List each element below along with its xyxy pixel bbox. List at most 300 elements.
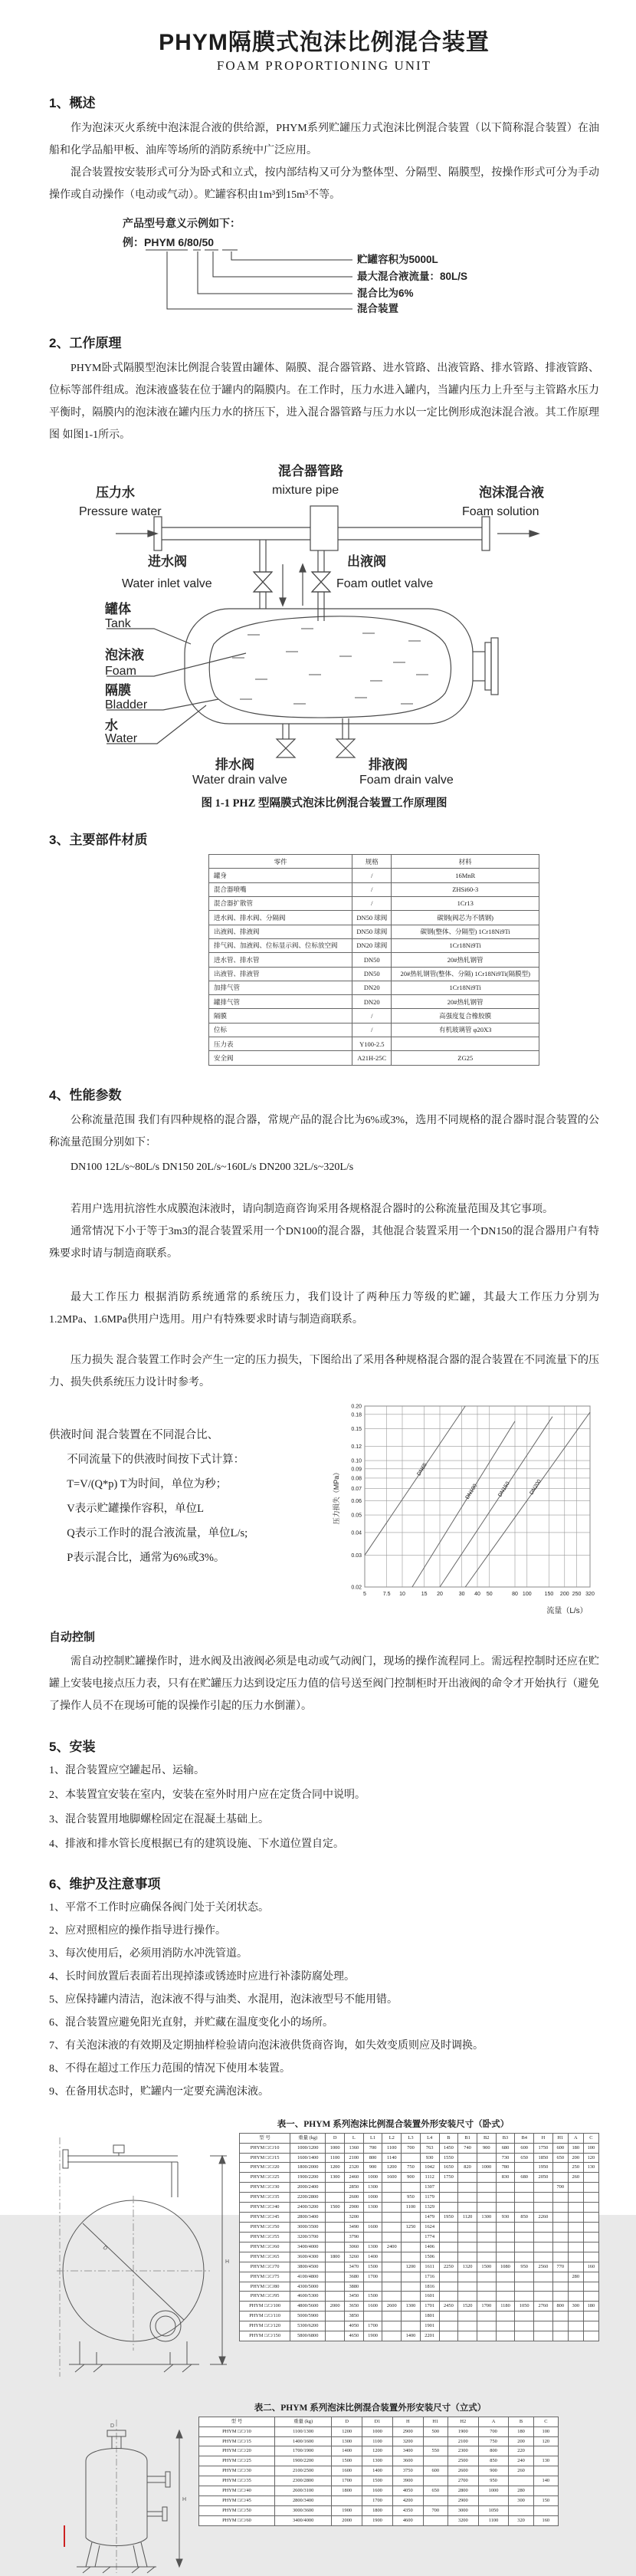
model-intro-text: 产品型号意义示例如下： [123, 217, 241, 229]
table-row [209, 1051, 539, 1065]
table-cell: / [352, 1009, 392, 1023]
chart-x-axis-label: 流量（L/s） [546, 1606, 588, 1615]
table-cell: 1300 [363, 2242, 382, 2252]
table-cell: 1400 [332, 2446, 362, 2456]
table-cell: 1179 [420, 2193, 439, 2203]
table-cell [515, 2232, 534, 2242]
table-cell [439, 2252, 458, 2262]
table-cell: PHYM □/□/45 [240, 2213, 290, 2223]
table-cell: PHYM □/□/110 [240, 2312, 290, 2321]
table-cell: 隔膜 [209, 1009, 352, 1023]
table-cell [552, 2173, 568, 2183]
label-foam-outlet-valve-cn: 出液阀 [347, 554, 386, 569]
table-cell [478, 2496, 509, 2506]
table-cell [458, 2232, 477, 2242]
table-cell [552, 2252, 568, 2262]
table-row [199, 2515, 559, 2525]
table-cell: 730 [496, 2153, 515, 2163]
table-cell: 1406 [420, 2242, 439, 2252]
table-cell: 1200 [362, 2446, 393, 2456]
table-cell: 2200/2800 [290, 2193, 326, 2203]
list-item: 1、混合装置应空罐起吊、运输。 [49, 1764, 205, 1776]
y-tick-label: 0.10 [351, 1458, 362, 1464]
table-cell: 1200 [402, 2262, 421, 2272]
dim-letter-d2: D [110, 2423, 115, 2429]
table-cell [552, 2312, 568, 2321]
table-cell: 1650 [439, 2163, 458, 2173]
table-cell [326, 2183, 345, 2193]
table-cell [458, 2321, 477, 2331]
table-cell: 850 [478, 2456, 509, 2466]
table-row [209, 1037, 539, 1051]
table-header-cell: B [509, 2417, 533, 2426]
table-row [240, 2292, 599, 2302]
horizontal-unit-block [49, 2133, 599, 2386]
table-row [209, 896, 539, 910]
table-cell: 2450 [439, 2302, 458, 2312]
table-cell: 2300 [447, 2446, 478, 2456]
label-foam-drain-valve-en: Foam drain valve [359, 774, 454, 787]
table-cell [326, 2232, 345, 2242]
table-cell: 2100 [345, 2153, 364, 2163]
table-header-cell: 材料 [392, 855, 539, 869]
table-cell: 1300 [402, 2302, 421, 2312]
table-cell: 950 [402, 2193, 421, 2203]
table-cell [534, 2242, 553, 2252]
pressure-loss-paragraph: 压力损失 混合装置工作时会产生一定的压力损失，下图给出了采用各种规格混合器的混合装置在不同流量下的压力、损失供系统压力设计时参考。 [49, 1354, 599, 1388]
table-row [209, 1023, 539, 1037]
table-cell: 3850 [345, 2312, 364, 2321]
table-cell: 3060 [345, 2242, 364, 2252]
table-cell: 4800/5600 [290, 2302, 326, 2312]
table-cell: 1450 [439, 2143, 458, 2153]
table-cell [583, 2193, 598, 2203]
table-cell: 1100 [382, 2143, 402, 2153]
table-cell: 1100/1300 [274, 2426, 331, 2436]
list-item: 9、在备用状态时，贮罐内一定要充满泡沫液。 [49, 2085, 269, 2098]
table-cell: PHYM □/□/20 [199, 2446, 275, 2456]
table-cell: 1000 [326, 2143, 345, 2153]
table-cell: 1900 [447, 2426, 478, 2436]
label-mixture-pipe-cn: 混合器管路 [278, 464, 343, 478]
y-tick-label: 0.04 [351, 1530, 362, 1536]
table-cell [326, 2213, 345, 2223]
list-item: 4、长时间放置后表面若出现掉漆或锈迹时应进行补漆防腐处理。 [49, 1970, 355, 1983]
x-tick-label: 250 [572, 1591, 582, 1597]
table-cell [515, 2331, 534, 2341]
table-cell [402, 2153, 421, 2163]
label-foam-outlet-valve-en: Foam outlet valve [336, 577, 434, 590]
table-header-cell: H [534, 2133, 553, 2143]
x-tick-label: 200 [559, 1591, 569, 1597]
table-cell: 160 [533, 2515, 558, 2525]
table-cell: 1600 [332, 2466, 362, 2476]
table-cell: 碳钢(阀芯为不锈钢) [392, 911, 539, 925]
table-cell: 2500 [447, 2456, 478, 2466]
table-cell [515, 2163, 534, 2173]
table-cell [382, 2252, 402, 2262]
table-header-cell: 规格 [352, 855, 392, 869]
table-cell: 1307 [420, 2183, 439, 2193]
table-cell [382, 2193, 402, 2203]
table-header-cell: H2 [447, 2417, 478, 2426]
page-title: PHYM隔膜式泡沫比例混合装置 [159, 30, 490, 55]
table-cell: PHYM □/□/25 [240, 2173, 290, 2183]
table-cell [477, 2312, 496, 2321]
table-cell [363, 2213, 382, 2223]
table-cell: 1400/1600 [274, 2436, 331, 2446]
table-row [240, 2203, 599, 2213]
table-cell [515, 2203, 534, 2213]
x-tick-label: 80 [512, 1591, 518, 1597]
table-cell: 250 [568, 2163, 583, 2173]
table-row [240, 2302, 599, 2312]
table-row [199, 2456, 559, 2466]
y-tick-label: 0.18 [351, 1411, 362, 1418]
table-cell: DN50 [352, 953, 392, 967]
table-cell: 1042 [420, 2163, 439, 2173]
table-cell: 680 [515, 2173, 534, 2183]
table-cell: DN20 球阀 [352, 938, 392, 952]
table-cell [552, 2193, 568, 2203]
label-bladder-en: Bladder [105, 698, 148, 711]
table-cell [583, 2331, 598, 2341]
table-cell [515, 2193, 534, 2203]
table-cell: 罐排气管 [209, 995, 352, 1009]
table-cell [533, 2486, 558, 2496]
table-cell [382, 2213, 402, 2223]
label-foam-en: Foam [105, 665, 136, 678]
table-cell [552, 2163, 568, 2173]
list-item: T=V/(Q*p) T为时间，单位为秒； [67, 1477, 228, 1490]
table-cell: 140 [533, 2476, 558, 2486]
list-item: 8、不得在超过工作压力范围的情况下使用本装置。 [49, 2062, 290, 2075]
label-pressure-water-cn: 压力水 [96, 485, 135, 500]
table-cell [402, 2282, 421, 2292]
table-header-cell: C [583, 2133, 598, 2143]
table-cell [568, 2183, 583, 2193]
table-cell: / [352, 869, 392, 882]
table-cell [515, 2222, 534, 2232]
table-cell [477, 2242, 496, 2252]
table-cell: 800 [552, 2302, 568, 2312]
table-cell: 750 [402, 2163, 421, 2173]
table-cell: 2260 [534, 2213, 553, 2223]
table-cell: 100 [533, 2426, 558, 2436]
table-cell: PHYM □/□/25 [199, 2456, 275, 2466]
table-cell: 1700 [477, 2302, 496, 2312]
table-cell [477, 2193, 496, 2203]
table-cell [496, 2282, 515, 2292]
table-cell [363, 2232, 382, 2242]
table-cell: 650 [552, 2153, 568, 2163]
table-cell: 2000/2400 [290, 2183, 326, 2193]
x-tick-label: 50 [486, 1591, 493, 1597]
table-cell: 700 [363, 2143, 382, 2153]
y-tick-label: 0.05 [351, 1513, 362, 1519]
table-cell: 600 [515, 2143, 534, 2153]
table-cell: 1100 [478, 2515, 509, 2525]
table-cell: 2760 [534, 2302, 553, 2312]
list-item: 4、排液和排水管长度根据已有的建筑设施、下水道位置自定。 [49, 1838, 344, 1850]
auto-control-paragraph: 需自动控制贮罐操作时，进水阀及出液阀必须是电动或气动阀门，现场的操作流程同上。需远程控制时还应在贮罐上安装电接点压力表，只有在贮罐压力达到设定压力值的信号送至阀门控制柜时开出液阀的命令才开始执行（避免了操作人员不在现场可能的误操作引起的压力水倒灌）。 [49, 1655, 599, 1712]
series-line-DN150 [440, 1416, 552, 1586]
table-header-cell: B4 [515, 2133, 534, 2143]
list-item: 3、混合装置用地脚螺栓固定在混凝土基础上。 [49, 1813, 269, 1825]
table-cell: 3750 [392, 2466, 423, 2476]
table-cell: 950 [478, 2476, 509, 2486]
table-cell: / [352, 882, 392, 896]
table-row [209, 925, 539, 938]
table-cell: 3000/3600 [274, 2505, 331, 2515]
table-cell: 20#热轧钢管(整体、分隔) 1Cr18Ni9Ti(隔膜型) [392, 967, 539, 981]
table-header-cell: 型 号 [199, 2417, 275, 2426]
table-cell [496, 2222, 515, 2232]
table-cell: 2000 [332, 2515, 362, 2525]
model-label-device: 混合装置 [357, 303, 398, 314]
table-cell: 150 [533, 2496, 558, 2506]
table-cell: 2800/3400 [274, 2496, 331, 2506]
label-water-drain-valve-cn: 排水阀 [215, 757, 254, 772]
table-cell: 1100 [362, 2436, 393, 2446]
table-cell: PHYM □/□/15 [240, 2153, 290, 2163]
label-water-cn: 水 [105, 718, 118, 733]
table-cell [458, 2242, 477, 2252]
supply-time-text [49, 1397, 329, 1618]
label-foam-solution-cn: 泡沫混合液 [479, 485, 544, 500]
table-cell [439, 2321, 458, 2331]
table-cell: 550 [423, 2446, 447, 2456]
table-row [199, 2486, 559, 2496]
table-cell: 2400/3200 [290, 2203, 326, 2213]
table-cell [533, 2446, 558, 2456]
table-cell: PHYM □/□/15 [199, 2436, 275, 2446]
table-row [209, 1009, 539, 1023]
table-row [240, 2331, 599, 2341]
table-row [199, 2446, 559, 2456]
table-row [209, 995, 539, 1009]
table-cell: 1479 [420, 2213, 439, 2223]
table-row [240, 2252, 599, 2262]
table-cell: 1774 [420, 2232, 439, 2242]
table-cell [515, 2292, 534, 2302]
table-header-cell: B3 [496, 2133, 515, 2143]
table-cell: 1000 [477, 2163, 496, 2173]
table-cell [477, 2321, 496, 2331]
table-cell [583, 2292, 598, 2302]
table-cell: 2600 [345, 2193, 364, 2203]
table-cell [326, 2272, 345, 2282]
table-cell: 650 [423, 2486, 447, 2496]
table-cell: 130 [533, 2456, 558, 2466]
table-cell: PHYM □/□/35 [199, 2476, 275, 2486]
table-header-row [209, 855, 539, 869]
table-cell: 3800/4500 [290, 2262, 326, 2272]
table-cell: 1112 [420, 2173, 439, 2183]
table-cell: 碳钢(整体、分隔型) 1Cr18Ni9Ti [392, 925, 539, 938]
dim-letter-h: H [225, 2259, 230, 2265]
table-cell: DN50 球阀 [352, 911, 392, 925]
table-cell: 1500 [362, 2476, 393, 2486]
table-cell [402, 2321, 421, 2331]
table-cell: 加排气管 [209, 981, 352, 994]
table-cell [332, 2496, 362, 2506]
vertical-unit-block [49, 2417, 599, 2576]
table-cell: 1900/2200 [274, 2456, 331, 2466]
table-cell: 700 [552, 2183, 568, 2193]
table-cell [382, 2222, 402, 2232]
table-cell: 2100/2500 [274, 2466, 331, 2476]
table-cell [458, 2252, 477, 2262]
table-cell [534, 2292, 553, 2302]
section-6-heading: 6、维护及注意事项 [49, 1876, 161, 1891]
table-header-cell: 重量 (kg) [274, 2417, 331, 2426]
table-cell: 1Cr18Ni9Ti [392, 938, 539, 952]
table-cell [382, 2272, 402, 2282]
table-cell: PHYM □/□/120 [240, 2321, 290, 2331]
table-cell: 3900 [392, 2476, 423, 2486]
x-tick-label: 7.5 [382, 1591, 391, 1597]
series-line-DN200 [465, 1412, 590, 1587]
table-cell [583, 2282, 598, 2292]
table-cell: 850 [515, 2213, 534, 2223]
table-cell [515, 2282, 534, 2292]
table-cell [534, 2252, 553, 2262]
table-cell [458, 2183, 477, 2193]
table-cell [382, 2203, 402, 2213]
table-header-cell: L2 [382, 2133, 402, 2143]
table-cell: 280 [509, 2486, 533, 2496]
table-cell: 2900 [392, 2426, 423, 2436]
table-cell [568, 2252, 583, 2262]
table-cell [402, 2252, 421, 2262]
section-1-paragraph-1: 作为泡沫灭火系统中泡沫混合液的供给源，PHYM系列贮罐压力式泡沫比例混合装置（以下简称混合装置）在油船和化学品船甲板、油库等场所的消防系统中广泛应用。 [49, 123, 599, 156]
table-cell [458, 2193, 477, 2203]
table-row [240, 2153, 599, 2163]
table-header-cell: 重量 (kg) [290, 2133, 326, 2143]
horizontal-dimensions-table [239, 2133, 599, 2341]
table-cell: 280 [568, 2272, 583, 2282]
table-header-cell: D [332, 2417, 362, 2426]
pressure-loss-chart [329, 1397, 599, 1618]
x-tick-label: 40 [474, 1591, 480, 1597]
table-cell: 进水管、排水管 [209, 953, 352, 967]
table-row [240, 2232, 599, 2242]
table-cell [326, 2242, 345, 2252]
table-cell: 1500 [363, 2262, 382, 2272]
table-cell: 1500 [477, 2262, 496, 2272]
table-header-cell: C [533, 2417, 558, 2426]
table-cell: DN20 [352, 981, 392, 994]
table-header-cell: B2 [477, 2133, 496, 2143]
model-label-ratio: 混合比为6% [357, 288, 414, 299]
table-cell: 3200 [345, 2213, 364, 2223]
table-cell [583, 2321, 598, 2331]
table-header-cell: A [478, 2417, 509, 2426]
table-row [240, 2222, 599, 2232]
table-cell [477, 2331, 496, 2341]
table-cell [382, 2183, 402, 2193]
table-cell: ZG25 [392, 1051, 539, 1065]
table-cell: 1600 [382, 2173, 402, 2183]
horizontal-tank-drawing [49, 2133, 231, 2386]
table-cell [534, 2203, 553, 2213]
label-foam-drain-valve-cn: 排液阀 [369, 757, 408, 772]
table-cell: 3790 [345, 2232, 364, 2242]
table-cell: 300 [509, 2496, 533, 2506]
table-cell: 1000 [363, 2193, 382, 2203]
label-water-inlet-valve-cn: 进水阀 [148, 554, 187, 569]
section-2-heading: 2、工作原理 [49, 336, 122, 350]
table-cell: 120 [533, 2436, 558, 2446]
table-cell: 安全阀 [209, 1051, 352, 1065]
series-label-DN65: DN65 [416, 1462, 428, 1477]
table-cell: 100 [583, 2143, 598, 2153]
table-cell: 1950 [439, 2213, 458, 2223]
table-cell: 900 [477, 2143, 496, 2153]
table-cell [552, 2331, 568, 2341]
table-cell: 出液管、排液管 [209, 967, 352, 981]
table-cell [382, 2321, 402, 2331]
table-cell: 2100 [447, 2436, 478, 2446]
table-cell [568, 2321, 583, 2331]
table-cell: 3450 [345, 2292, 364, 2302]
x-tick-label: 320 [585, 1591, 595, 1597]
table-cell: PHYM □/□/30 [240, 2183, 290, 2193]
table-cell [568, 2242, 583, 2252]
table-cell: 700 [402, 2143, 421, 2153]
page-subtitle: FOAM PROPORTIONING UNIT [216, 58, 432, 73]
table-cell [568, 2312, 583, 2321]
table-cell: 1900 [362, 2515, 393, 2525]
table-cell [423, 2496, 447, 2506]
table-header-row [199, 2417, 559, 2426]
table-cell: 5000/5900 [290, 2312, 326, 2321]
table-cell: 1500 [363, 2292, 382, 2302]
table-cell: 3600 [392, 2456, 423, 2466]
table-cell: 2201 [420, 2331, 439, 2341]
table-cell [423, 2436, 447, 2446]
table-cell [534, 2331, 553, 2341]
table-header-cell: H1 [423, 2417, 447, 2426]
table-cell [534, 2282, 553, 2292]
table-cell [583, 2272, 598, 2282]
table-cell: 750 [478, 2436, 509, 2446]
table-cell: 2000 [326, 2302, 345, 2312]
table-header-cell: D1 [362, 2417, 393, 2426]
table-header-cell: L1 [363, 2133, 382, 2143]
table-row [209, 882, 539, 896]
table-cell: 180 [583, 2302, 598, 2312]
y-tick-label: 0.20 [351, 1404, 362, 1410]
table-cell [515, 2272, 534, 2282]
table-cell: 1080 [496, 2262, 515, 2272]
table-cell: ZHSi60-3 [392, 882, 539, 896]
flow-range-paragraph: 公称流量范围 我们有四种规格的混合器，常规产品的混合比为6%或3%，选用不同规格的混合器时混合装置的公称流量范围分别如下： [49, 1114, 599, 1148]
table-cell [496, 2272, 515, 2282]
table-cell [458, 2331, 477, 2341]
table-cell: 出液阀、排液阀 [209, 925, 352, 938]
table-cell [477, 2272, 496, 2282]
table-cell [326, 2312, 345, 2321]
table-cell [552, 2292, 568, 2302]
table-cell: 4350 [392, 2505, 423, 2515]
label-foam-cn: 泡沫液 [105, 648, 144, 662]
list-item: 不同流量下的供液时间按下式计算： [67, 1453, 245, 1466]
table-cell: 1400 [362, 2466, 393, 2476]
table-cell: 950 [515, 2262, 534, 2272]
table-cell [583, 2173, 598, 2183]
